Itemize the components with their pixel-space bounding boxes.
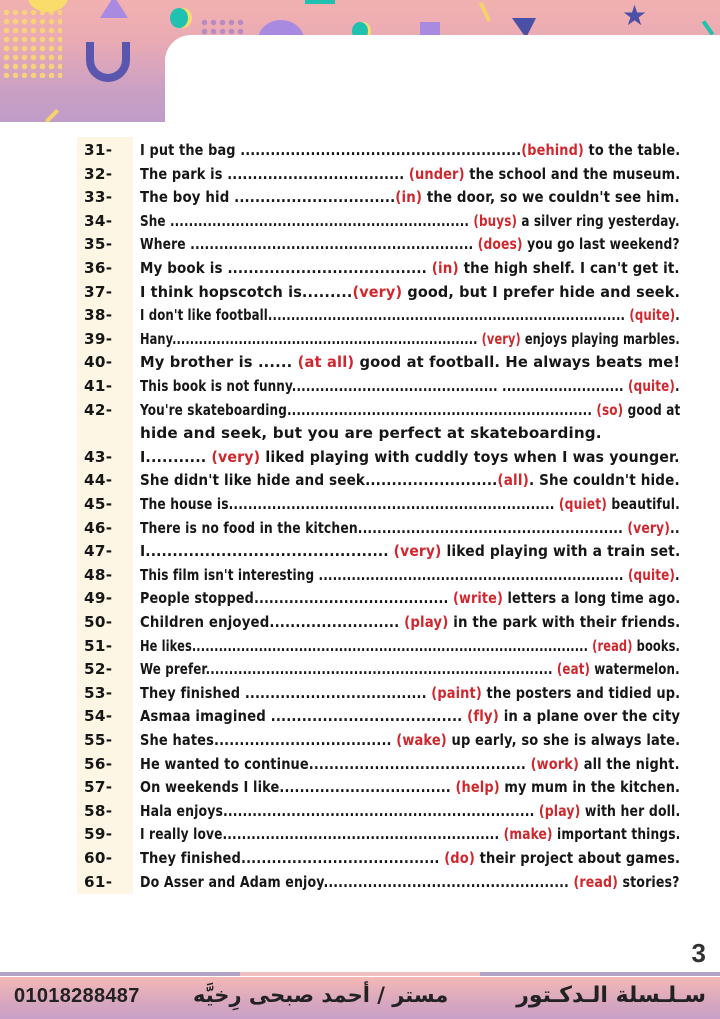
exercise-item xyxy=(0,776,720,799)
item-number: 33- xyxy=(84,188,113,207)
item-sentence xyxy=(140,210,680,233)
sentence-text: I put the bag ........................................................ xyxy=(140,141,522,159)
teal-oval-decoration xyxy=(170,8,188,28)
keyword-hint: (very) xyxy=(393,542,442,561)
exercise-item xyxy=(0,186,720,209)
item-number: 50- xyxy=(84,613,113,631)
item-sentence xyxy=(140,823,680,846)
item-sentence xyxy=(140,517,680,540)
item-sentence xyxy=(140,682,680,705)
item-number: 56- xyxy=(84,754,113,773)
keyword-hint: (wake) xyxy=(396,731,447,749)
exercise-item xyxy=(0,705,720,728)
sentence-text: The park is ................................... xyxy=(140,164,409,183)
header-white-panel xyxy=(165,35,720,122)
item-number: 41- xyxy=(84,377,113,395)
item-sentence xyxy=(140,422,602,445)
item-sentence xyxy=(140,469,680,492)
sentence-text: my mum in the kitchen. xyxy=(499,778,681,797)
keyword-hint: (fly) xyxy=(467,707,499,726)
item-sentence xyxy=(140,257,680,280)
item-number: 52- xyxy=(84,660,113,679)
keyword-hint: (do) xyxy=(444,849,475,867)
item-sentence xyxy=(140,776,680,799)
footer-bar-middle xyxy=(240,972,480,976)
sentence-text: This film isn't interesting ................................................................. xyxy=(140,565,628,584)
footer-banner xyxy=(0,977,720,1019)
item-number: 38- xyxy=(84,306,113,325)
item-number: 32- xyxy=(84,164,113,183)
sentence-text: to the table. xyxy=(583,141,681,159)
item-number: 39- xyxy=(84,329,113,348)
sentence-text: My brother is ...... xyxy=(140,353,298,372)
teal-bar-decoration xyxy=(305,0,335,4)
item-sentence xyxy=(140,446,680,469)
item-sentence xyxy=(140,375,680,398)
page-number: 3 xyxy=(691,938,706,968)
sentence-text: the posters and tidied up. xyxy=(481,683,681,702)
item-number: 49- xyxy=(84,589,113,608)
keyword-hint: (at all) xyxy=(297,353,355,372)
sentence-text: in the park with their friends. xyxy=(448,613,681,631)
sentence-text: good at xyxy=(623,400,681,419)
item-sentence xyxy=(140,635,680,658)
footer-bar-right xyxy=(480,972,720,976)
item-sentence xyxy=(140,564,680,587)
item-number: 59- xyxy=(84,825,113,844)
exercise-item xyxy=(0,210,720,233)
item-sentence xyxy=(140,281,680,304)
sentence-text: .. xyxy=(670,518,680,537)
sentence-text: I........... xyxy=(140,447,212,466)
exercise-item xyxy=(0,399,720,422)
sentence-text: I don't like football.............................................................................. xyxy=(140,306,630,325)
keyword-hint: (very) xyxy=(481,329,521,348)
keyword-hint: (write) xyxy=(453,589,503,608)
yellow-dots-decoration xyxy=(2,8,62,78)
sentence-text: liked playing with cuddly toys when I was younger. xyxy=(260,447,680,466)
navy-star-icon: ★ xyxy=(622,0,648,32)
sentence-text: She didn't like hide and seek......................... xyxy=(140,471,498,490)
keyword-hint: (in) xyxy=(395,188,423,207)
keyword-hint: (very) xyxy=(211,447,261,466)
exercise-item xyxy=(0,540,720,563)
exercise-item xyxy=(0,587,720,610)
exercise-item xyxy=(0,517,720,540)
keyword-hint: (help) xyxy=(455,778,500,797)
sentence-text: They finished .................................... xyxy=(140,683,432,702)
sentence-text: . xyxy=(674,377,680,395)
exercise-item xyxy=(0,422,720,445)
sentence-text: with her doll. xyxy=(580,801,681,820)
sentence-text: The house is.................................................................... xyxy=(140,495,559,513)
footer-phone-number: 01018288487 xyxy=(14,985,140,1007)
item-number: 42- xyxy=(84,400,113,419)
sentence-text: the high shelf. I can't get it. xyxy=(458,259,680,277)
exercise-item xyxy=(0,611,720,634)
sentence-text: People stopped....................................... xyxy=(140,589,454,608)
keyword-hint: (quite) xyxy=(628,377,675,395)
item-sentence xyxy=(140,753,680,776)
exercise-item xyxy=(0,658,720,681)
exercise-item xyxy=(0,871,720,894)
sentence-text: She hates................................... xyxy=(140,731,397,749)
exercise-item xyxy=(0,753,720,776)
sentence-text: important things. xyxy=(552,825,681,844)
item-number: 54- xyxy=(84,707,113,726)
sentence-text: Where ........................................................... xyxy=(140,235,478,254)
item-number: 46- xyxy=(84,518,113,537)
item-number: 31- xyxy=(84,141,113,159)
sentence-text: Do Asser and Adam enjoy.................................................. xyxy=(140,872,574,891)
keyword-hint: (quite) xyxy=(629,306,676,325)
exercise-item xyxy=(0,635,720,658)
sentence-text: all the night. xyxy=(579,754,680,773)
keyword-hint: (all) xyxy=(497,471,529,490)
keyword-hint: (does) xyxy=(477,235,523,254)
item-sentence xyxy=(140,328,680,351)
sentence-text: The boy hid ............................... xyxy=(140,188,396,207)
sentence-text: I really love.......................................................... xyxy=(140,825,504,844)
keyword-hint: (paint) xyxy=(431,683,482,702)
sentence-text: good at football. He always beats me! xyxy=(354,353,681,372)
sentence-text: . She couldn't hide. xyxy=(528,471,680,490)
sentence-text: He wanted to continue........................................... xyxy=(140,754,531,773)
keyword-hint: (very) xyxy=(352,282,403,301)
sentence-text: you go last weekend? xyxy=(522,235,680,254)
sentence-text: Children enjoyed......................... xyxy=(140,613,405,631)
item-number: 48- xyxy=(84,565,113,584)
keyword-hint: (read) xyxy=(592,636,633,655)
yellow-dash-decoration xyxy=(45,109,59,122)
item-sentence xyxy=(140,800,680,823)
sentence-text: up early, so she is always late. xyxy=(446,731,681,749)
keyword-hint: (behind) xyxy=(521,141,584,159)
sentence-text: There is no food in the kitchen....................................................... xyxy=(140,518,628,537)
keyword-hint: (in) xyxy=(431,259,459,277)
exercise-item xyxy=(0,139,720,162)
item-sentence xyxy=(140,540,680,563)
keyword-hint: (so) xyxy=(596,400,624,419)
sentence-text: Hany..................................................................... xyxy=(140,329,482,348)
sentence-text: liked playing with a train set. xyxy=(441,542,681,561)
item-number: 57- xyxy=(84,778,113,797)
item-number: 34- xyxy=(84,211,113,230)
keyword-hint: (read) xyxy=(573,872,619,891)
sentence-text: the door, so we couldn't see him. xyxy=(422,188,680,207)
item-sentence xyxy=(140,139,680,162)
item-sentence xyxy=(140,186,680,209)
exercise-item xyxy=(0,375,720,398)
item-sentence xyxy=(140,658,680,681)
item-sentence xyxy=(140,587,680,610)
yellow-line-decoration xyxy=(479,2,491,22)
item-sentence xyxy=(140,233,680,256)
item-number: 44- xyxy=(84,471,113,490)
item-number: 53- xyxy=(84,683,113,702)
item-number: 58- xyxy=(84,801,113,820)
smile-arc-decoration xyxy=(86,42,130,82)
sentence-text: My book is ...................................... xyxy=(140,259,432,277)
sentence-text: He likes......................................................................................... xyxy=(140,636,593,655)
item-number: 43- xyxy=(84,447,113,466)
sentence-text: We prefer........................................................................... xyxy=(140,660,557,679)
item-sentence xyxy=(140,611,680,634)
item-number: 61- xyxy=(84,872,113,891)
exercise-item xyxy=(0,163,720,186)
item-number: 36- xyxy=(84,259,113,277)
keyword-hint: (under) xyxy=(408,164,465,183)
item-number: 40- xyxy=(84,353,113,372)
item-number: 55- xyxy=(84,731,113,749)
sentence-text: hide and seek, but you are perfect at skateboarding. xyxy=(140,424,602,443)
item-sentence xyxy=(140,871,680,894)
exercise-item xyxy=(0,823,720,846)
item-sentence xyxy=(140,163,680,186)
sentence-text: Asmaa imagined ..................................... xyxy=(140,707,468,726)
sentence-text: enjoys playing marbles. xyxy=(520,329,680,348)
footer-author-name: مستر / أحمد صبحى رِخيَّه xyxy=(193,983,449,1007)
sentence-text: watermelon. xyxy=(590,660,680,679)
keyword-hint: (very) xyxy=(627,518,671,537)
sentence-text: I............................................. xyxy=(140,542,394,561)
sentence-text: She ................................................................ xyxy=(140,211,474,230)
item-number: 45- xyxy=(84,495,113,513)
exercise-item xyxy=(0,847,720,870)
exercise-item xyxy=(0,257,720,280)
exercise-item xyxy=(0,729,720,752)
exercise-item xyxy=(0,351,720,374)
keyword-hint: (make) xyxy=(503,825,553,844)
sentence-text: the school and the museum. xyxy=(464,164,681,183)
sentence-text: Hala enjoys................................................................ xyxy=(140,801,539,820)
item-sentence xyxy=(140,399,680,422)
sentence-text: I think hopscotch is......... xyxy=(140,282,353,301)
exercise-item xyxy=(0,682,720,705)
decorative-header-banner xyxy=(0,0,720,122)
keyword-hint: (quiet) xyxy=(558,495,608,513)
exercise-item xyxy=(0,328,720,351)
exercise-item xyxy=(0,304,720,327)
keyword-hint: (play) xyxy=(404,613,449,631)
sentence-text: stories? xyxy=(618,872,680,891)
exercise-item xyxy=(0,233,720,256)
sentence-text: letters a long time ago. xyxy=(502,589,681,608)
exercise-item xyxy=(0,800,720,823)
sentence-text: . xyxy=(675,306,680,325)
keyword-hint: (quite) xyxy=(627,565,676,584)
exercise-item xyxy=(0,564,720,587)
sentence-text: They finished....................................... xyxy=(140,849,445,867)
keyword-hint: (play) xyxy=(538,801,581,820)
item-sentence xyxy=(140,705,680,728)
sentence-text: books. xyxy=(632,636,680,655)
sentence-text: . xyxy=(675,565,680,584)
item-number: 37- xyxy=(84,282,113,301)
keyword-hint: (eat) xyxy=(556,660,591,679)
item-number: 60- xyxy=(84,849,113,867)
keyword-hint: (buys) xyxy=(473,211,518,230)
item-sentence xyxy=(140,304,680,327)
sentence-text: in a plane over the city xyxy=(498,707,681,726)
exercise-item xyxy=(0,446,720,469)
sentence-text: You're skateboarding................................................................. xyxy=(140,400,597,419)
item-sentence xyxy=(140,351,680,374)
sentence-text: This book is not funny............................................ .......................... xyxy=(140,377,629,395)
sentence-text: beautiful. xyxy=(607,495,680,513)
exercise-item xyxy=(0,469,720,492)
item-number: 47- xyxy=(84,542,113,561)
sentence-text: a silver ring yesterday. xyxy=(517,211,680,230)
teal-line-decoration xyxy=(702,20,714,35)
keyword-hint: (work) xyxy=(530,754,580,773)
sentence-text: good, but I prefer hide and seek. xyxy=(402,282,681,301)
item-number: 51- xyxy=(84,636,113,655)
item-sentence xyxy=(140,847,680,870)
item-number: 35- xyxy=(84,235,113,254)
footer-bar-left xyxy=(0,972,240,976)
exercise-item xyxy=(0,493,720,516)
purple-star-decoration xyxy=(100,0,128,18)
exercise-item xyxy=(0,281,720,304)
item-sentence xyxy=(140,729,680,752)
sentence-text: their project about games. xyxy=(474,849,681,867)
item-sentence xyxy=(140,493,680,516)
footer-series-title: سـلـسلة الـدكـتور xyxy=(516,983,706,1008)
sentence-text: On weekends I like.................................. xyxy=(140,778,456,797)
